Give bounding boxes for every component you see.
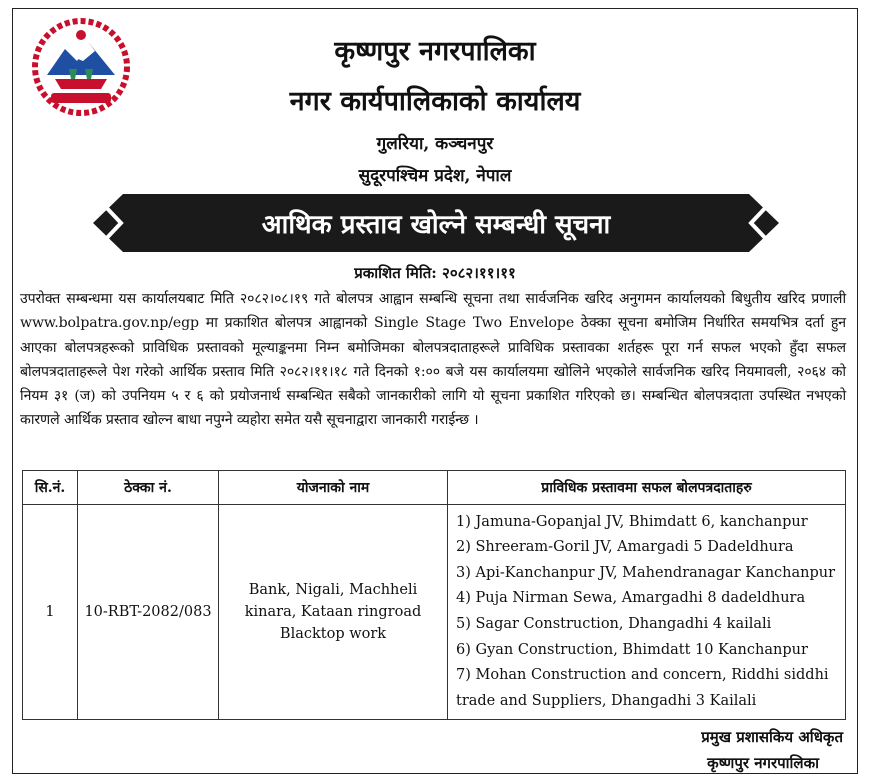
list-item: 4) Puja Nirman Sewa, Amargadhi 8 dadeldhura (456, 590, 806, 607)
row-sn: 1 (23, 505, 78, 720)
province-name: सुदूरपश्चिम प्रदेश, नेपाल (358, 166, 512, 186)
row-bidders (448, 505, 846, 720)
signatory-designation: प्रमुख प्रशासकिय अधिकृत (701, 728, 843, 746)
notice-title: आथिक प्रस्ताव खोल्ने सम्बन्धी सूचना (261, 210, 611, 240)
notice-title-banner (93, 194, 779, 252)
bidders-table (22, 470, 846, 720)
notice-paragraph: उपरोक्त सम्बन्धमा यस कार्यालयबाट मिति २०८२।०८।१९ गते बोलपत्र आह्वान सम्बन्धि सूचना तथा सार्वजनिक खरिद अनुगमन कार्यालयको बिधुतीय खरिद प्रणाली www.bolpatra.gov.np/egp मा प्रकाशित बोलपत्र आह्वानको Single Stage Two Envelope ठेक्का सूचना बमोजिम निर्धारित समयभित्र दर्ता हुन आएका बोलपत्रहरूको प्राविधिक प्रस्तावको मूल्याङ्कनमा निम्न बमोजिमका बोलपत्रदाताहरूले प्राविधिक प्रस्तावका शर्तहरू पूरा गर्न सफल भएको हुँदा सफल बोलपत्रदाताहरूले पेश गरेको आर्थिक प्रस्ताव मिति २०८२।११।१८ गते दिनको १:०० बजे यस कार्यालयमा खोलिने भएकोले सार्वजनिक खरिद नियमावली, २०६४ को नियम ३१ (ज) को उपनियम ५ र ६ को प्रयोजनार्थ सम्बन्धित सबैको जानकारीको लागि यो सूचना प्रकाशित गरिएको छ। सम्बन्धित बोलपत्रदाता उपस्थित नभएको कारणले आर्थिक प्रस्ताव खोल्न बाधा नपुग्ने व्यहोरा समेत यसै सूचनाद्वारा जानकारी गराईन्छ । (20, 291, 846, 429)
office-location: गुलरिया, कञ्चनपुर (376, 134, 494, 154)
list-item: 6) Gyan Construction, Bhimdatt 10 Kanchanpur (456, 641, 808, 658)
office-name: नगर कार्यपालिकाको कार्यालय (289, 86, 581, 117)
list-item: 7) Mohan Construction and concern, Riddhi siddhi trade and Suppliers, Dhangadhi 3 Kailali (456, 667, 829, 709)
header-project-name: योजनाको नाम (219, 471, 448, 505)
table-row (23, 505, 846, 720)
header-successful-bidders: प्राविधिक प्रस्तावमा सफल बोलपत्रदाताहरु (448, 471, 846, 505)
row-contract-no: 10-RBT-2082/083 (78, 505, 219, 720)
list-item: 1) Jamuna-Gopanjal JV, Bhimdatt 6, kanchanpur (456, 513, 808, 530)
list-item: 5) Sagar Construction, Dhangadhi 4 kailali (456, 616, 772, 632)
row-project-name: Bank, Nigali, Machheli kinara, Kataan ringroad Blacktop work (219, 505, 448, 720)
header-contract-no: ठेक्का नं. (78, 471, 219, 505)
published-date: प्रकाशित मिति: २०८२।११।११ (354, 264, 516, 282)
list-item: 2) Shreeram-Goril JV, Amargadi 5 Dadeldhura (456, 539, 794, 556)
header-sn: सि.नं. (23, 471, 78, 505)
bidder-list (456, 510, 844, 715)
signatory-office: कृष्णपुर नगरपालिका (707, 754, 819, 772)
municipality-name: कृष्णपुर नगरपालिका (334, 36, 536, 67)
table-header-row (23, 471, 846, 505)
notice-page (12, 8, 858, 774)
list-item: 3) Api-Kanchanpur JV, Mahendranagar Kanchanpur (456, 564, 836, 581)
